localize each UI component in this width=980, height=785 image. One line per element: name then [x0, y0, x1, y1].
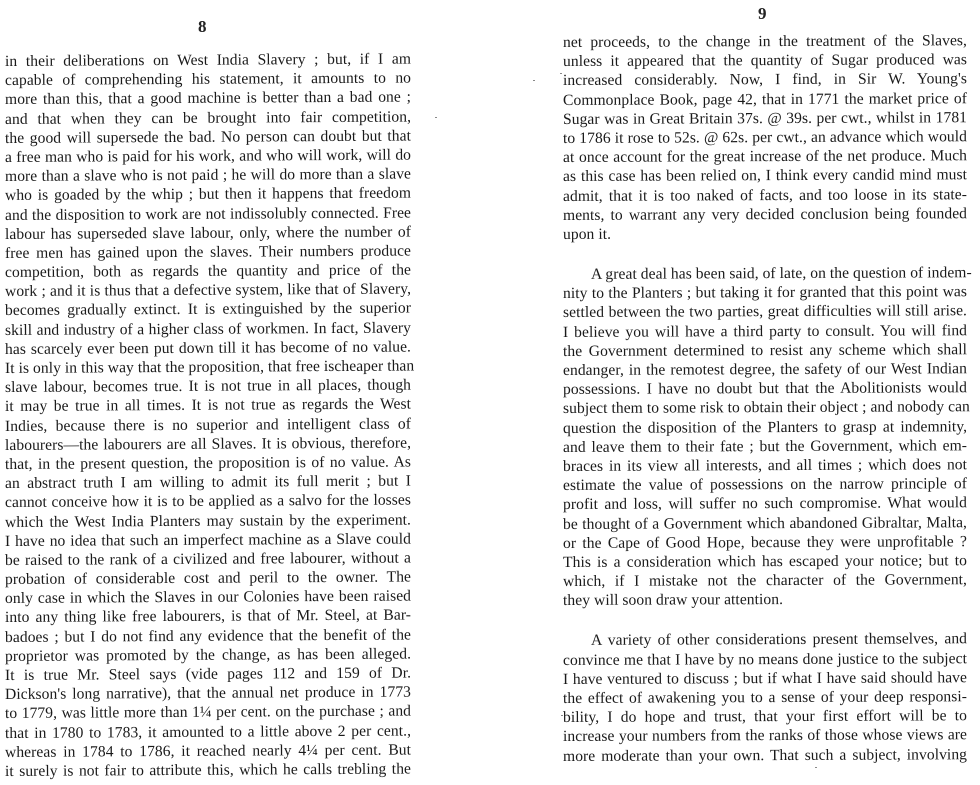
paragraph-gap: [563, 610, 967, 631]
text-line: admit, that it is too naked of facts, and too loose in its state-: [562, 185, 968, 205]
text-line: to 1779, was little more than 1¼ per cent. on the purchase ; and: [4, 702, 412, 723]
text-line: competition, both as regards the quantity and price of the: [4, 261, 412, 282]
text-line: unless it appeared that the quantity of Sugar produced was: [562, 51, 968, 71]
text-line: becomes gradually extinct. It is extinguished by the superior: [4, 299, 412, 320]
paragraph: [4, 50, 415, 781]
text-line: more than a slave who is not paid ; he will do more than a slave: [4, 165, 412, 186]
text-line: whereas in 1784 to 1786, it reached nearly 4¼ per cent. But: [4, 741, 412, 761]
text-line: ments, to warrant any very decided conclusion being founded: [562, 204, 968, 224]
text-line: A great deal has been said, of late, on the question of indem-: [590, 264, 972, 283]
text-line: endanger, in the remotest degree, the safety of our West Indian: [562, 360, 968, 379]
right-page: [490, 0, 980, 785]
text-line: the effect of awakening you to a sense of your deep responsi-: [562, 688, 968, 707]
text-line: be raised to the rank of a civilized and free labourer, without a: [4, 549, 412, 569]
text-line: a free man who is paid for his work, and who will work, will do: [4, 146, 412, 166]
text-line: capable of comprehending his statement, it amounts to no: [4, 69, 412, 90]
scan-speck: [533, 80, 535, 81]
text-line: badoes ; but I do not find any evidence that the benefit of the: [4, 626, 412, 646]
text-line: It is true Mr. Steel says (vide pages 112 and 159 of Dr.: [4, 664, 412, 684]
scan-speck: [560, 73, 562, 74]
text-line: and that when they can be brought into fair competition,: [4, 108, 412, 128]
text-line: I have no idea that such an imperfect machine as a Slave could: [4, 530, 412, 550]
text-line: an abstract truth I am willing to admit its full merit ; but I: [4, 472, 412, 493]
text-line: only case in which the Slaves in our Colonies have been raised: [4, 587, 412, 608]
text-line: increase your numbers from the ranks of those whose views are: [562, 726, 968, 746]
scan-speck: [435, 117, 437, 118]
text-line: settled between the two parties, great difficulties will still arise.: [562, 302, 968, 322]
scan-speck: [815, 767, 817, 768]
text-line: increased considerably. Now, I find, in Sir W. Young's: [562, 70, 968, 90]
text-line: they will soon draw your attention.: [562, 591, 784, 610]
text-line: and the disposition to work are not indissolubly connected. Free: [4, 204, 412, 224]
text-line: has scarcely ever been put down till it has become of no value.: [4, 338, 412, 358]
text-line: which the West India Planters may sustain by the experiment.: [4, 511, 412, 531]
text-line: profit and loss, will suffer no such compromise. What would: [562, 494, 968, 514]
text-line: work ; and it is thus that a defective system, like that of Slavery,: [4, 280, 412, 301]
text-line: which, if I mistake not the character of the Government,: [562, 571, 968, 591]
text-line: as this case has been relied on, I think every candid mind must: [562, 166, 968, 186]
text-line: and leave them to their fate ; but the Government, which em-: [562, 436, 968, 456]
text-line: slave labour, becomes true. It is not true in all places, though: [4, 376, 412, 397]
text-line: It is only in this way that the proposition, that free ischeaper than: [4, 357, 415, 377]
text-line: I believe you will have a third party to consult. You will find: [562, 321, 968, 341]
text-line: bility, I do hope and trust, that your first effort will be to: [562, 707, 968, 727]
text-line: Dickson's long narrative), that the annual net produce in 1773: [4, 683, 412, 704]
text-line: net proceeds, to the change in the treatment of the Slaves,: [562, 32, 968, 51]
left-page-text: [4, 50, 415, 781]
text-line: to 1786 it rose to 52s. @ 62s. per cwt., an advance which would: [562, 128, 968, 147]
text-line: upon it.: [562, 225, 612, 243]
text-line: that, in the present question, the proposition is of no value. As: [4, 453, 412, 473]
text-line: the good will supersede the bad. No person can doubt but that: [4, 127, 412, 147]
text-line: This is a consideration which has escaped your notice; but to: [562, 552, 968, 571]
text-line: Commonplace Book, page 42, that in 1771 the market price of: [562, 89, 968, 109]
text-line: question the disposition of the Planters to grasp at indemnity,: [562, 417, 968, 437]
text-line: probation of considerable cost and peril to the owner. The: [4, 568, 412, 589]
text-line: estimate the value of possessions on the narrow principle of: [562, 475, 968, 495]
text-line: Indies, because there is no superior and intelligent class of: [4, 415, 412, 435]
text-line: free men has gained upon the slaves. Their numbers produce: [4, 242, 412, 262]
paragraph: [563, 33, 967, 244]
page-number: 9: [758, 4, 767, 23]
text-line: at once account for the great increase of the net produce. Much: [562, 147, 968, 167]
text-line: subject them to some risk to obtain their object ; and nobody can: [562, 398, 970, 418]
text-line: proprietor was promoted by the change, as has been alleged.: [4, 645, 412, 665]
text-line: more than this, that a good machine is better than a bad one ;: [4, 88, 412, 109]
text-line: into any thing like free labourers, is that of Mr. Steel, at Bar-: [4, 606, 412, 627]
text-line: it surely is not fair to attribute this, which he calls trebling the: [4, 760, 412, 780]
text-line: skill and industry of a higher class of workmen. In fact, Slavery: [4, 319, 412, 339]
text-line: A variety of other considerations present themselves, and: [590, 630, 968, 650]
paragraph: [563, 631, 967, 765]
text-line: or the Cape of Good Hope, because they were unprofitable ?: [562, 532, 968, 552]
text-line: that in 1780 to 1783, it amounted to a little above 2 per cent.,: [4, 722, 412, 742]
text-line: Sugar was in Great Britain 37s. @ 39s. per cwt., whilst in 1781: [562, 108, 968, 128]
text-line: be thought of a Government which abandoned Gibraltar, Malta,: [562, 513, 968, 533]
text-line: who is goaded by the whip ; but then it happens that freedom: [4, 184, 412, 205]
paragraph-gap: [563, 244, 967, 265]
right-page-text: [562, 32, 972, 766]
text-line: labourers—the labourers are all Slaves. It is obvious, therefore,: [4, 434, 412, 454]
text-line: cannot conceive how it is to be applied as a salvo for the losses: [4, 491, 412, 512]
paragraph: [562, 264, 972, 610]
text-line: I have ventured to discuss ; but if what I have said should have: [562, 669, 968, 688]
text-line: it may be true in all times. It is not true as regards the West: [4, 395, 412, 416]
text-line: labour has superseded slave labour, only, where the number of: [4, 223, 412, 243]
page-number: 8: [198, 17, 207, 36]
text-line: braces in its view all interests, and all times ; which does not: [562, 456, 968, 475]
text-line: in their deliberations on West India Slavery ; but, if I am: [4, 50, 412, 70]
text-line: nity to the Planters ; but taking it for granted that this point was: [562, 283, 968, 303]
text-line: the Government determined to resist any scheme which shall: [562, 341, 968, 360]
text-line: more moderate than your own. That such a subject, involving: [562, 745, 968, 765]
scan-speck: [561, 715, 563, 716]
text-line: convince me that I have by no means done justice to the subject: [562, 649, 968, 669]
text-line: possessions. I have no doubt but that the Abolitionists would: [562, 379, 968, 399]
